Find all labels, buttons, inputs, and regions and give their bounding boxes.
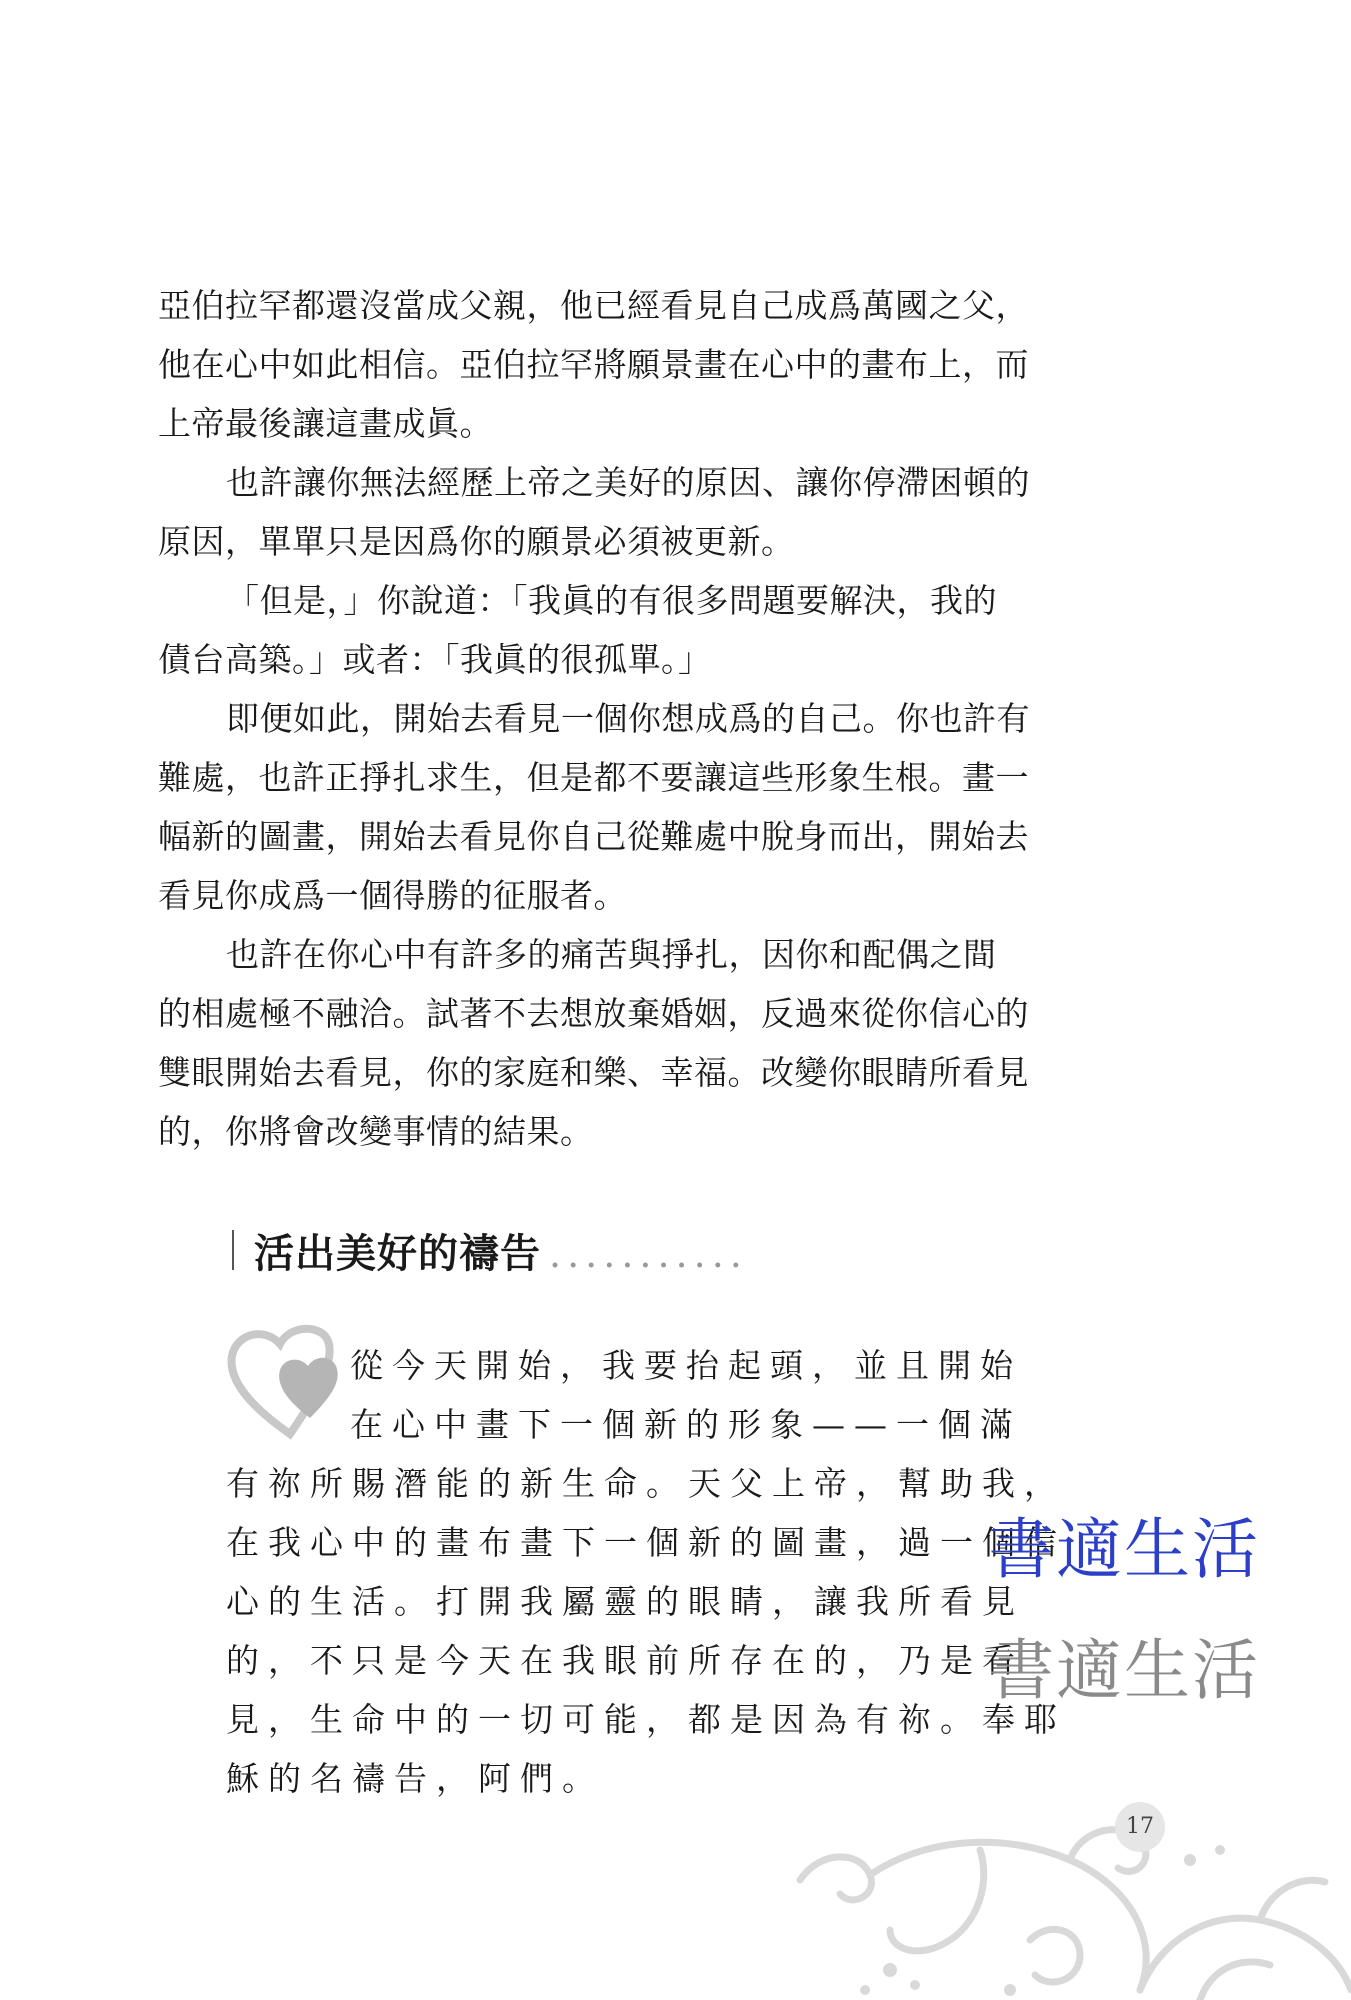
body-line: 債台高築。」或者：「我眞的很孤單。」	[158, 640, 712, 679]
body-line: 亞伯拉罕都還沒當成父親，他已經看見自己成爲萬國之父，	[158, 286, 1029, 325]
prayer-line: 穌的名禱告，阿們。	[226, 1759, 604, 1798]
prayer-line: 心的生活。打開我屬靈的眼睛，讓我所看見	[226, 1582, 1024, 1621]
page-number: 17	[1115, 1802, 1165, 1852]
body-text	[158, 276, 1048, 1161]
prayer-text	[226, 1336, 1066, 1808]
body-line: 看見你成爲一個得勝的征服者。	[158, 876, 627, 915]
body-line: 即便如此，開始去看見一個你想成爲的自己。你也許有	[226, 699, 1030, 738]
floral-ornament-icon	[780, 1820, 1351, 2000]
prayer-line: 在我心中的畫布畫下一個新的圖畫，過一個信	[226, 1523, 1066, 1562]
heading-dots: ...........	[549, 1232, 748, 1276]
body-line: 的，你將會改變事情的結果。	[158, 1112, 594, 1151]
body-line: 難處，也許正掙扎求生，但是都不要讓這些形象生根。畫一	[158, 758, 1029, 797]
publisher-stamp-blue: 書適生活	[988, 1511, 1260, 1588]
prayer-line: 在心中畫下一個新的形象——一個滿	[350, 1405, 1022, 1444]
body-line: 「但是，」你說道：「我眞的有很多問題要解決，我的	[226, 581, 997, 620]
body-line: 的相處極不融洽。試著不去想放棄婚姻，反過來從你信心的	[158, 994, 1029, 1033]
body-line: 上帝最後讓這畫成眞。	[158, 404, 493, 443]
body-line: 也許讓你無法經歷上帝之美好的原因、讓你停滯困頓的	[226, 463, 1030, 502]
prayer-line: 的，不只是今天在我眼前所存在的，乃是看	[226, 1641, 1024, 1680]
body-line: 也許在你心中有許多的痛苦與掙扎，因你和配偶之間	[226, 935, 997, 974]
heading-bar	[232, 1230, 234, 1270]
publisher-stamp-gray: 書適生活	[988, 1632, 1260, 1709]
section-title: 活出美好的禱告	[254, 1229, 541, 1277]
body-line: 他在心中如此相信。亞伯拉罕將願景畫在心中的畫布上，而	[158, 345, 1029, 384]
prayer-line: 見，生命中的一切可能，都是因為有祢。奉耶	[226, 1700, 1066, 1739]
prayer-line: 從今天開始，我要抬起頭，並且開始	[350, 1346, 1022, 1385]
body-line: 幅新的圖畫，開始去看見你自己從難處中脫身而出，開始去	[158, 817, 1029, 856]
prayer-line: 有祢所賜潛能的新生命。天父上帝，幫助我，	[226, 1464, 1066, 1503]
body-line: 雙眼開始去看見，你的家庭和樂、幸福。改變你眼睛所看見	[158, 1053, 1029, 1092]
body-line: 原因，單單只是因爲你的願景必須被更新。	[158, 522, 795, 561]
section-heading	[232, 1222, 748, 1278]
